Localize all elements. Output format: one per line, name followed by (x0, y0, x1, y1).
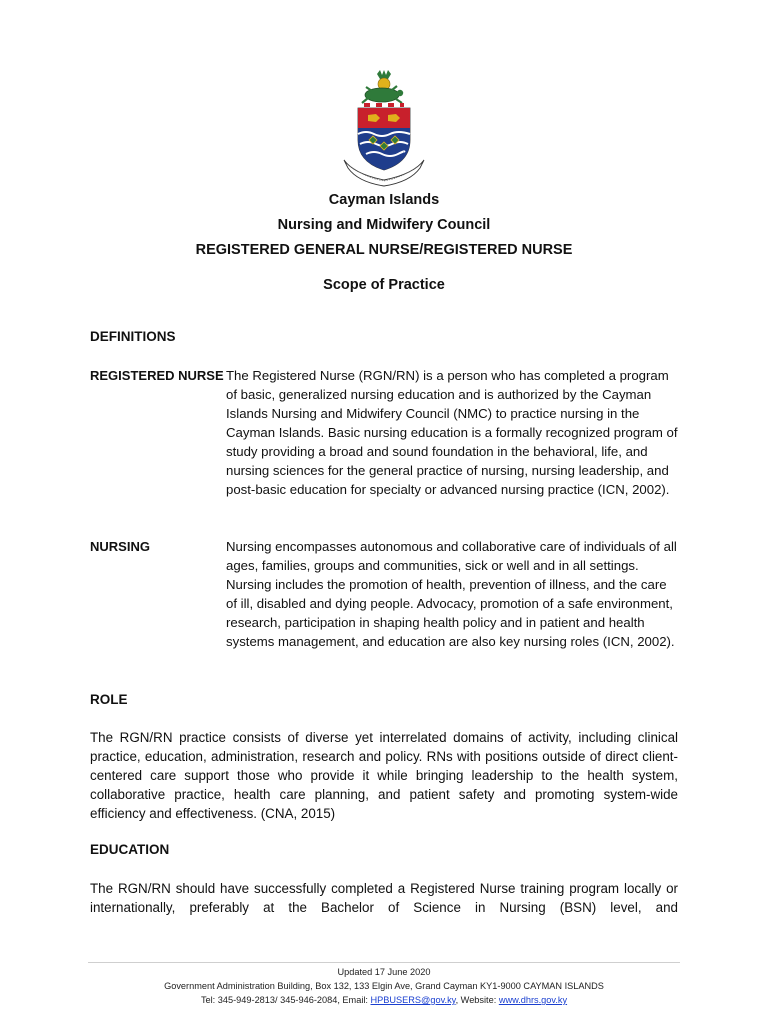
page-footer (0, 965, 768, 1007)
footer-contact (0, 993, 768, 1007)
role-title: REGISTERED GENERAL NURSE/REGISTERED NURSE (195, 242, 573, 258)
footer-divider (88, 962, 680, 963)
website-link[interactable]: www.dhrs.gov.ky (498, 995, 568, 1005)
footer-address: Government Administration Building, Box 132, 133 Elgin Ave, Grand Cayman KY1-9000 CAYMAN ISLANDS (164, 981, 604, 991)
pineapple-crest-icon (377, 70, 391, 90)
footer-updated: Updated 17 June 2020 (337, 967, 431, 977)
document-header (0, 188, 768, 298)
turtle-icon (362, 86, 403, 103)
section-heading-definitions: DEFINITIONS (90, 329, 176, 344)
footer-website-label: , Website: (455, 995, 499, 1005)
role-paragraph: The RGN/RN practice consists of diverse yet interrelated domains of activity, including clinical practice, education, administration, research and policy. RNs with positions outside of direct client-centered care support those who provide it while bringing leadership to the health system, collaborative practice, health care planning, and patient safety and promoting system-wide efficiency and effectiveness. (CNA, 2015) (90, 730, 678, 821)
definition-row (90, 537, 680, 651)
country-title: Cayman Islands (328, 192, 440, 208)
shield-icon (358, 108, 410, 170)
council-title: Nursing and Midwifery Council (277, 217, 491, 233)
definition-text: The Registered Nurse (RGN/RN) is a person who has completed a program of basic, generalized nursing education and is authorized by the Cayman Islands Nursing and Midwifery Council (NMC) to practice nursing in the Cayman Islands. Basic nursing education is a formally recognized program of study providing a broad and sound foundation in the behavioral, life, and nursing sciences for the general practice of nursing, nursing leadership, and post-basic education for specialty or advanced nursing practice (ICN, 2002). (226, 368, 678, 497)
definition-text: Nursing encompasses autonomous and collaborative care of individuals of all ages, families, groups and communities, sick or well and in all settings. Nursing includes the promotion of health, prevention of illness, and the care of ill, disabled and dying people. Advocacy, promotion of a safe environment, research, participation in shaping health policy and in patient and health systems management, and education are also key nursing roles (ICN, 2002). (226, 539, 677, 649)
email-link[interactable]: HPBUSERS@gov.ky (370, 995, 456, 1005)
footer-tel: Tel: 345-949-2813/ 345-946-2084, Email: (200, 995, 371, 1005)
definition-term: NURSING (90, 539, 150, 554)
document-title: Scope of Practice (323, 277, 445, 293)
section-heading-education: EDUCATION (90, 842, 170, 857)
section-heading-role: ROLE (90, 692, 128, 707)
coat-of-arms-crest (336, 70, 432, 188)
definition-term: REGISTERED NURSE (90, 368, 224, 383)
definition-row (90, 366, 680, 499)
education-paragraph: The RGN/RN should have successfully completed a Registered Nurse training program locally or internationally, preferably at the Bachelor of Science in Nursing (BSN) level, and (90, 881, 678, 915)
